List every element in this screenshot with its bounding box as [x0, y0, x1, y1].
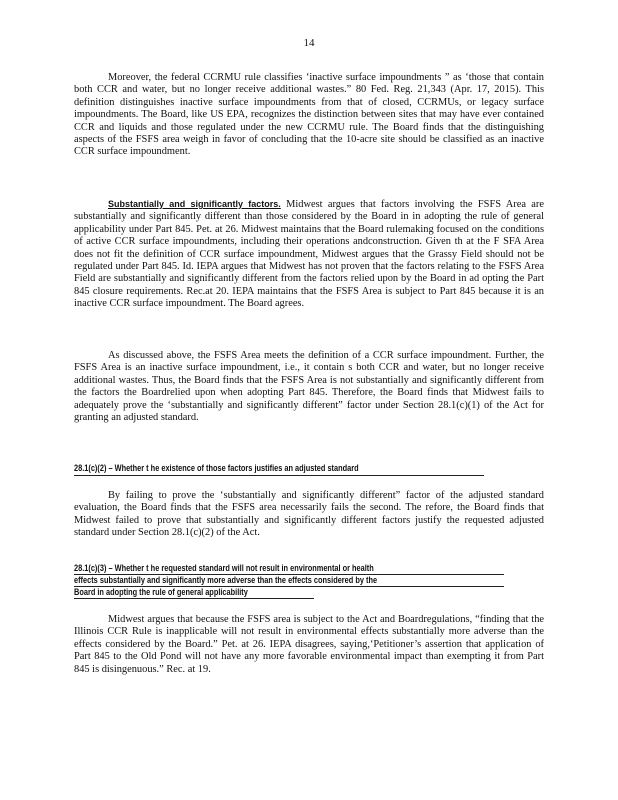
section-heading-28-1-c-3	[74, 562, 500, 598]
paragraph-midwest-argues	[74, 614, 544, 676]
paragraph-text: Midwest argues that factors involving the FSFS Area are substantially and significantly different than those considered by the Board in in adopting the rule of general applicability under Part 845. Pet. at 26. Midwest maintains that the Board rulemaking focused on the conditions of active CCR surface impoundments, including their operations andconstruction. Given th at the F SFA Area does not fit the definition of CCR surface impoundment, Midwest argues that the Grassy Field should not be regulated under Part 845. Id. IEPA argues that Midwest has not proven that the factors relating to the FSFS Area Field are substantially and significantly different from the factors relied upon by the Board in ad opting the Part 845 closure requirements. Rec.at 20. IEPA maintains that the FSFS Area is subject to Part 845 because it is an inactive CCR surface impoundment. The Board agrees.	[74, 199, 544, 310]
paragraph-fsfs-meets-definition	[74, 350, 544, 424]
paragraph-text: Midwest argues that because the FSFS area is subject to the Act and Boardregulations, “finding that the Illinois CCR Rule is inapplicable will not result in environmental effects substantially more adverse than the effects considered by the Board.” Pet. at 26. IEPA disagrees, saying,‘Petitioner’s assertion that application of Part 845 to the Old Pond will not have any more favorable environmental impact than exempting it from Part 845 is disingenuous.” Rec. at 19.	[74, 614, 544, 675]
page-number: 14	[303, 37, 315, 49]
heading-line: effects substantially and significantly more adverse than the effects considered by the	[74, 575, 378, 585]
section-heading-28-1-c-2	[74, 462, 533, 474]
paragraph-text: By failing to prove the ‘substantially and significantly different” factor of the adjusted standard evaluation, the Board finds that the FSFS area necessarily fails the second. The refore, the Board finds that Midwest failed to prove that substantially and significantly different factors justify the requested adjusted standard under Section 28.1(c)(2) of the Act.	[74, 490, 544, 539]
heading-line: Board in adopting the rule of general applicability	[74, 587, 248, 597]
heading-underline	[74, 586, 504, 587]
heading-line: 28.1(c)(3) – Whether t he requested standard will not result in environmental or health	[74, 563, 374, 573]
heading-underline	[74, 574, 504, 575]
heading-underline	[74, 475, 484, 476]
paragraph-text: Moreover, the federal CCRMU rule classifies ‘inactive surface impoundments ” as ‘those that contain both CCR and water, but no longer receive additional wastes.” 80 Fed. Reg. 21,343 (Apr. 17, 2015). This definition distinguishes inactive surface impoundments from that of closed, CCRMUs, or legacy surface impoundments. The Board, like US EPA, recognizes the distinction between sites that may have ever contained CCR and liquids and those regulated under the new CCRMU rule. The Board finds that the distinguishing aspects of the FSFS area weigh in favor of concluding that the 10-acre site should be classified as an inactive CCR surface impoundment.	[74, 72, 544, 158]
paragraph-failing-to-prove	[74, 490, 544, 540]
heading-text: 28.1(c)(2) – Whether t he existence of those factors justifies an adjusted standard	[74, 463, 359, 473]
inline-heading: Substantially and significantly factors.	[108, 199, 281, 209]
paragraph-substantially-factors	[74, 198, 544, 311]
paragraph-text: As discussed above, the FSFS Area meets the definition of a CCR surface impoundment. Further, the FSFS Area is an inactive surface impoundment, i.e., it contain s both CCR and water, but no longer receive additional wastes. Thus, the Board finds that the FSFS Area is not substantially and significantly different from the factors the Boardrelied upon when adopting Part 845. Therefore, the Board finds that Midwest fails to adequately prove the ‘substantially and significantly different” factor under Section 28.1(c)(1) of the Act for granting an adjusted standard.	[74, 350, 544, 424]
paragraph-inactive-impoundments	[74, 72, 544, 159]
heading-underline	[74, 598, 314, 599]
